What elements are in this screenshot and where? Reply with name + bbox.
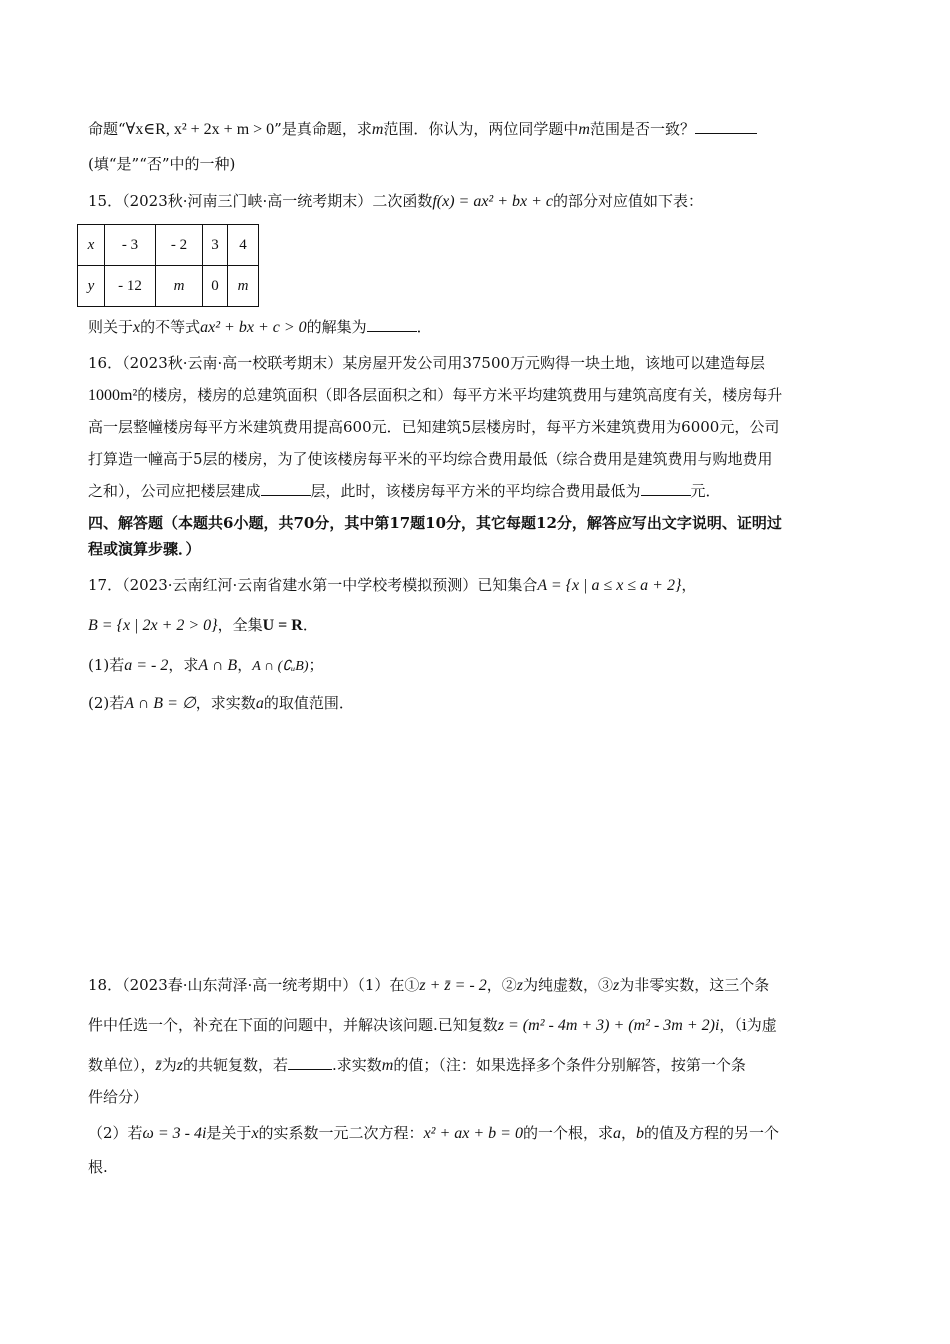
p17-text: ．	[302, 616, 318, 634]
value-table	[77, 224, 259, 307]
p17-value: a = - 2	[124, 657, 169, 674]
p17-text: 的取值范围．	[263, 694, 354, 712]
problem-source: （2023秋·云南·高一校联考期末）	[122, 354, 343, 372]
p17-line1	[88, 574, 696, 597]
table-cell: x	[78, 225, 105, 266]
table-cell: m	[156, 266, 203, 307]
p17-text: 已知集合	[477, 576, 538, 594]
p18-text: ，	[620, 1124, 636, 1142]
p18-text: ，②	[486, 976, 517, 994]
p18-text: 的值；（注：如果选择多个条件分别解答，按第一个条	[393, 1056, 746, 1074]
p17-expression: A ∩ B = ∅	[124, 695, 196, 712]
p17-text: ，全集	[217, 616, 263, 634]
p18-text: .求实数	[332, 1056, 382, 1074]
table-cell: 0	[203, 266, 228, 307]
p16-text: 之和），公司应把楼层建成	[88, 482, 261, 500]
problem-source: （2023·云南红河·云南省建水第一中学校考模拟预测）	[122, 576, 478, 594]
table-row-y	[78, 266, 259, 307]
p18-text: （1）在①	[357, 976, 420, 994]
p18-text: 为纯虚数，③	[522, 976, 613, 994]
p17-expression: A ∩ B	[198, 657, 238, 674]
p17-text: ，	[681, 576, 697, 594]
p15-text: 的解集为	[306, 318, 367, 336]
p18-line2	[88, 1014, 777, 1037]
p18-text: 的值及方程的另一个	[643, 1124, 779, 1142]
problem-number: 15．	[88, 192, 123, 210]
problem-number: 18．	[88, 976, 123, 994]
var-z: z	[613, 977, 620, 994]
p18-condition: z + z̄ = - 2	[419, 977, 487, 994]
var-zbar: z̄	[155, 1057, 162, 1074]
table-cell: - 3	[105, 225, 156, 266]
table-cell: - 12	[105, 266, 156, 307]
p16-line3: 高一层整幢楼房每平方米建筑费用提高600元．已知建筑5层楼房时，每平方米建筑费用为6000元，公司	[88, 418, 780, 436]
set-a: A = {x | a ≤ x ≤ a + 2}	[537, 577, 682, 594]
p18-line4: 件给分）	[88, 1088, 149, 1106]
universal-set: U = R	[262, 617, 303, 634]
p15-line1	[88, 190, 703, 213]
p18-line3	[88, 1054, 746, 1077]
p15-text: 的不等式	[140, 318, 201, 336]
p14-line1	[88, 118, 757, 141]
section-heading: 四、解答题（本题共6小题，共70分，其中第17题10分，其它每题12分，解答应写出文字说明、证明过	[88, 514, 782, 532]
p17-text: ；	[308, 656, 324, 674]
table-cell: - 2	[156, 225, 203, 266]
problem-number: 16．	[88, 354, 123, 372]
table-cell: 4	[228, 225, 259, 266]
p15-line2	[88, 316, 432, 339]
p18-text: ，（i为虚	[719, 1016, 777, 1034]
p15-inequality: ax² + bx + c > 0	[200, 319, 307, 336]
var-m: m	[371, 121, 384, 138]
p18-line5	[88, 1122, 779, 1145]
p16-line4: 打算造一幢高于5层的楼房，为了使该楼房每平米的平均综合费用最低（综合费用是建筑费用与购地费用	[88, 450, 773, 468]
p16-text: 元．	[690, 482, 721, 500]
p18-text: 的实系数一元二次方程：	[258, 1124, 424, 1142]
var-a: a	[255, 695, 264, 712]
problem-source: （2023秋·河南三门峡·高一统考期末）	[122, 192, 373, 210]
p14-line2: (填“是”“否”中的一种)	[88, 155, 236, 173]
var-m: m	[381, 1057, 394, 1074]
var-a: a	[612, 1125, 621, 1142]
table-cell: m	[228, 266, 259, 307]
var-x: x	[251, 1125, 259, 1142]
p16-line5	[88, 480, 721, 502]
p17-q1	[88, 654, 324, 678]
answer-blank[interactable]	[261, 481, 311, 496]
p16-text: 的楼房，楼房的总建筑面积（即各层面积之和）每平方米平均建筑费用与建筑高度有关，楼房每升	[137, 386, 783, 404]
p18-text: 为非零实数，这三个条	[619, 976, 770, 994]
p16-area: 1000m²	[88, 387, 138, 404]
p16-line1	[88, 352, 765, 374]
answer-blank[interactable]	[367, 317, 417, 332]
var-b: b	[635, 1125, 644, 1142]
table-row-x	[78, 225, 259, 266]
p17-text: ，求实数	[195, 694, 256, 712]
p16-text: 层，此时，该楼房每平方米的平均综合费用最低为	[310, 482, 641, 500]
problem-number: 17．	[88, 576, 123, 594]
p16-text: 某房屋开发公司用37500万元购得一块土地，该地可以建造每层	[342, 354, 766, 372]
p18-text: 为	[161, 1056, 177, 1074]
p18-omega: ω = 3 - 4i	[142, 1125, 207, 1142]
p14-text: 范围．你认为，两位同学题中	[383, 120, 579, 138]
p14-text: ”是真命题，求	[274, 120, 372, 138]
var-x: x	[133, 319, 141, 336]
p16-line2	[88, 384, 782, 407]
p15-text: 二次函数	[372, 192, 433, 210]
table-cell: 3	[203, 225, 228, 266]
table-cell: y	[78, 266, 105, 307]
answer-blank[interactable]	[288, 1055, 332, 1070]
p18-equation: x² + ax + b = 0	[423, 1125, 523, 1142]
set-b: B = {x | 2x + 2 > 0}	[88, 617, 218, 634]
section-heading: 程或演算步骤．）	[88, 540, 201, 558]
p17-text: (1)若	[88, 656, 125, 674]
answer-blank[interactable]	[641, 481, 691, 496]
p17-text: (2)若	[88, 694, 125, 712]
problem-source: （2023春·山东菏泽·高一统考期中）	[122, 976, 358, 994]
p18-text: （2）若	[88, 1124, 143, 1142]
p18-complex-expression: z = (m² - 4m + 3) + (m² - 3m + 2)i	[497, 1017, 720, 1034]
var-z: z	[176, 1057, 183, 1074]
p15-text: 的部分对应值如下表：	[553, 192, 704, 210]
p17-text: ，	[237, 656, 253, 674]
p18-line1	[88, 974, 769, 997]
p15-text: ．	[416, 318, 432, 336]
p17-expression: A ∩ (∁ᵤB)	[252, 659, 309, 674]
answer-blank[interactable]	[695, 119, 757, 134]
var-m: m	[578, 121, 590, 138]
p14-text: 命题“	[88, 120, 126, 138]
var-z: z	[516, 977, 523, 994]
p17-text: ，求	[168, 656, 199, 674]
p15-text: 则关于	[88, 318, 134, 336]
p17-q2	[88, 692, 354, 715]
p14-formula: ∀x∈R, x² + 2x + m > 0	[125, 121, 275, 138]
p18-text: 的一个根，求	[522, 1124, 613, 1142]
p18-text: 数单位），	[88, 1056, 156, 1074]
p18-text: 件中任选一个，补充在下面的问题中，并解决该问题.已知复数	[88, 1016, 498, 1034]
p18-text: 的共轭复数，若	[183, 1056, 289, 1074]
p18-text: 是关于	[206, 1124, 252, 1142]
p14-text: 范围是否一致？	[589, 120, 695, 138]
p17-line2	[88, 614, 318, 637]
p18-line6: 根.	[88, 1158, 108, 1176]
p15-function: f(x) = ax² + bx + c	[432, 193, 554, 210]
